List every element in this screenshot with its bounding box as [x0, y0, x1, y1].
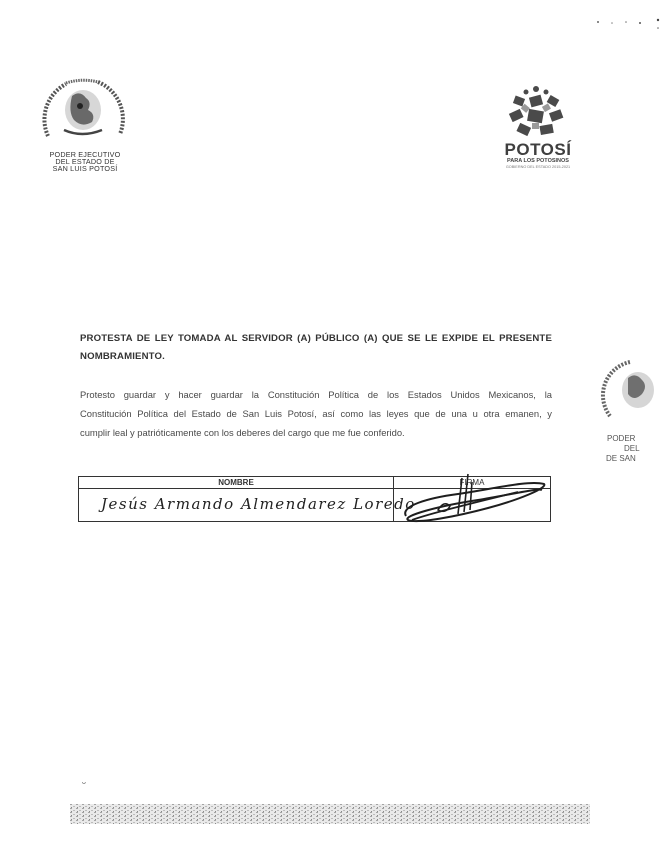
column-header-firma: FIRMA: [459, 478, 485, 487]
document-heading: [80, 330, 552, 366]
edge-text-line3: DE SAN: [606, 454, 636, 463]
oath-line1: Protesto guardar y hacer guardar la Constitución Política de los Estados Unidos Mexicanos, la: [80, 389, 552, 400]
scan-noise-band: [70, 800, 590, 826]
left-seal-caption-line1: PODER EJECUTIVO: [49, 150, 121, 159]
potosi-wordmark: POTOSÍ: [504, 140, 572, 159]
edge-text-line1: PODER: [607, 434, 636, 443]
left-seal-caption-line2: DEL ESTADO DE: [55, 157, 115, 166]
left-seal-caption-line3: SAN LUIS POTOSÍ: [52, 164, 118, 173]
mexican-coat-of-arms-seal-icon: [36, 76, 128, 140]
column-header-nombre: NOMBRE: [218, 478, 254, 487]
potosi-emblem-icon: [506, 83, 566, 141]
oath-line2: Constitución Política del Estado de San Luis Potosí, así como las leyes que de una u otra emanen, y: [80, 408, 552, 419]
handwritten-name: Jesús Armando Almendarez Loredo: [101, 495, 416, 513]
page-mark: ᴗ: [82, 779, 86, 786]
potosi-subtitle: PARA LOS POTOSINOS: [507, 158, 569, 164]
edge-text-line2: DEL: [624, 444, 640, 453]
handwritten-signature: [398, 470, 550, 532]
oath-line3: cumplir leal y patrióticamente con los deberes del cargo que me fue conferido.: [80, 427, 405, 438]
scan-noise-marks: [592, 14, 662, 30]
heading-line2: NOMBRAMIENTO.: [80, 351, 165, 362]
partial-seal-icon: [600, 356, 666, 422]
heading-line1: PROTESTA DE LEY TOMADA AL SERVIDOR (A) PÚBLICO (A) QUE SE LE EXPIDE EL PRESENTE: [80, 333, 552, 344]
oath-paragraph: [80, 385, 552, 442]
potosi-tagline: GOBIERNO DEL ESTADO 2015-2021: [505, 165, 571, 169]
